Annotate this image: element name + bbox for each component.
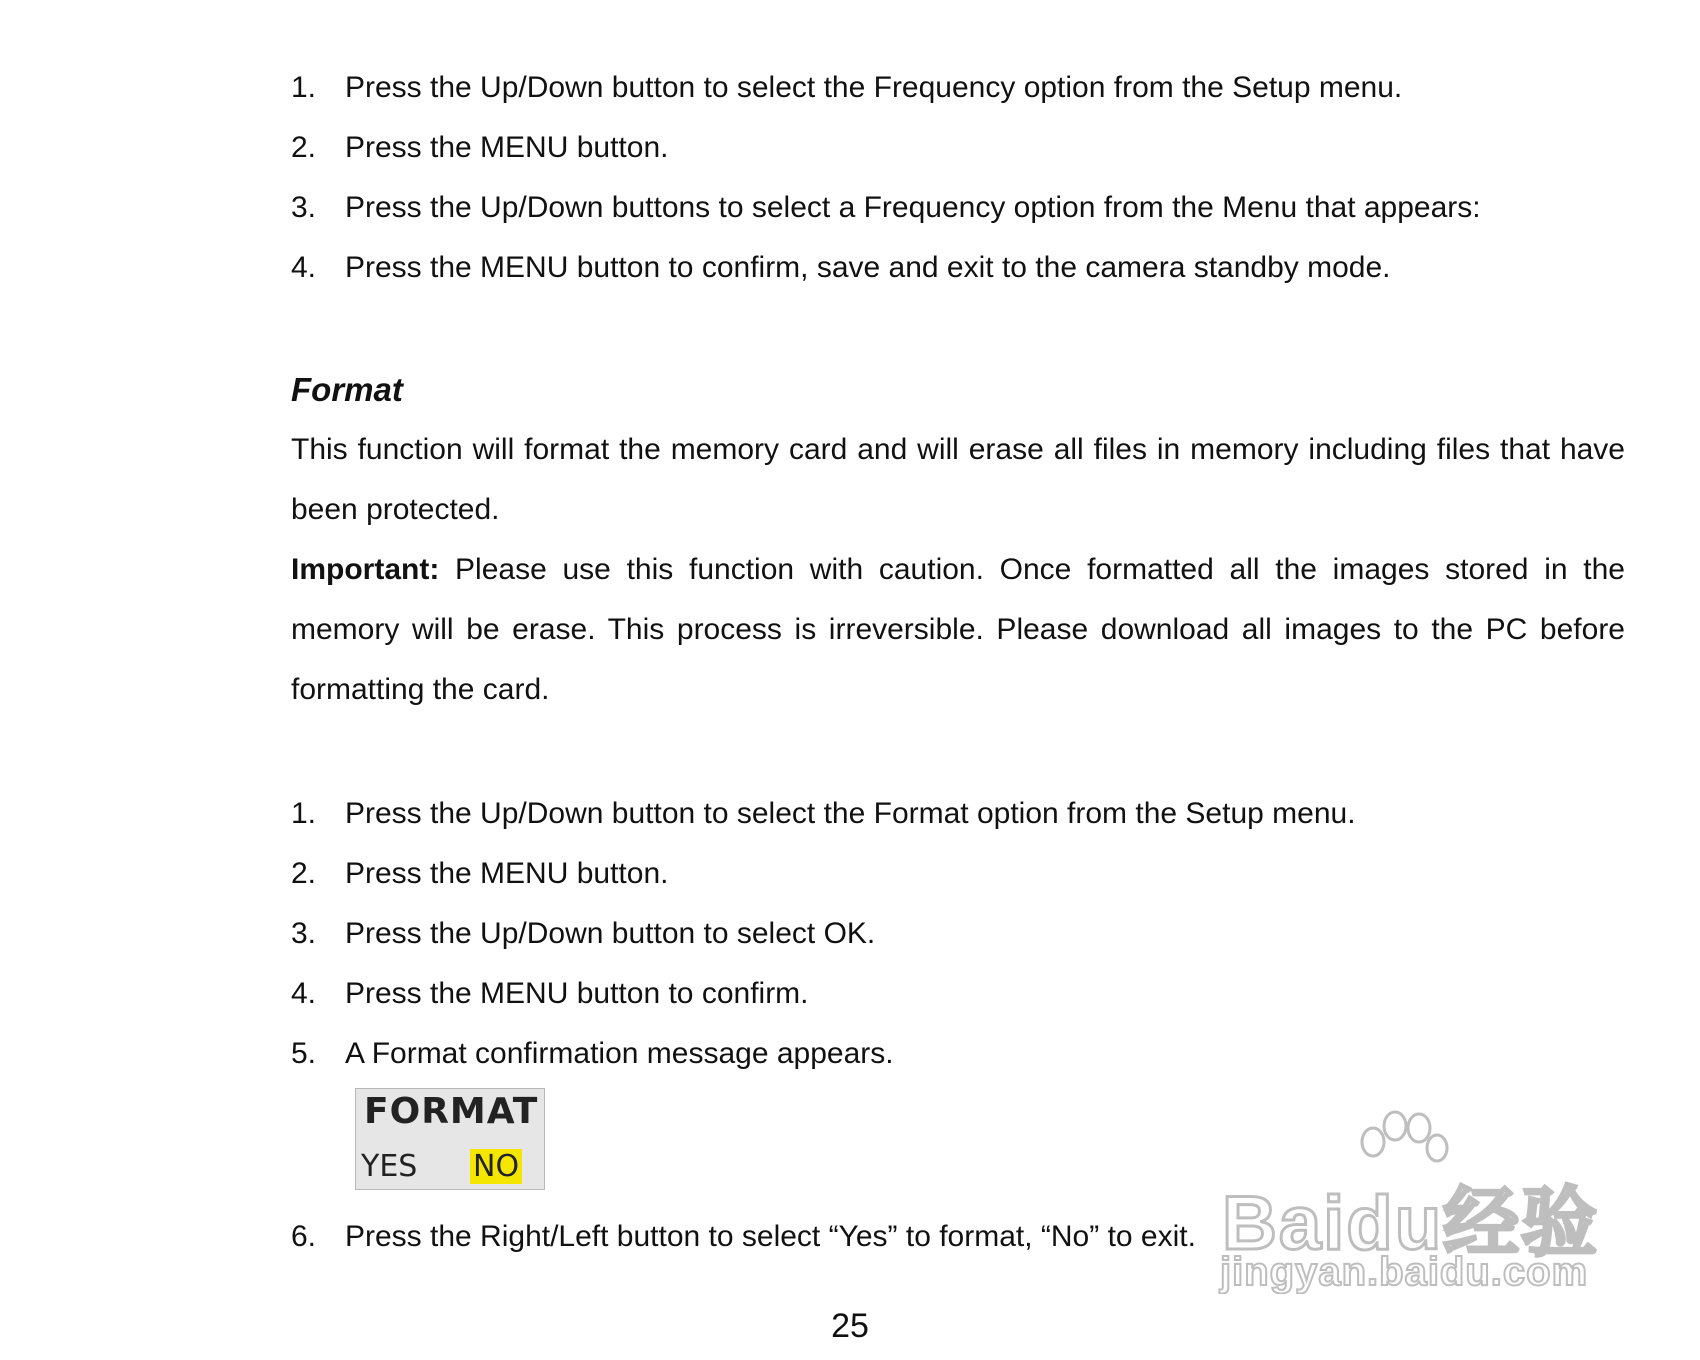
format-steps xyxy=(291,784,1625,1084)
list-item: 4. Press the MENU button to confirm, save and exit to the camera standby mode. xyxy=(291,251,1391,284)
format-confirmation-screen xyxy=(355,1088,545,1190)
step-text: Press the MENU button. xyxy=(345,131,669,164)
list-item: 1. Press the Up/Down button to select the Frequency option from the Setup menu. xyxy=(291,71,1403,104)
important-note xyxy=(291,540,1625,720)
section-heading: Format xyxy=(291,371,403,408)
step-text: Press the MENU button to confirm. xyxy=(345,977,809,1010)
frequency-steps xyxy=(291,58,1625,298)
lcd-yes-option: YES xyxy=(361,1149,418,1184)
lcd-title: FORMAT xyxy=(364,1091,539,1132)
step-text: Press the Up/Down button to select OK. xyxy=(345,917,876,950)
format-section xyxy=(291,360,1625,720)
step-text: Press the MENU button to confirm, save and exit to the camera standby mode. xyxy=(345,251,1391,284)
step-text: Press the Up/Down button to select the Format option from the Setup menu. xyxy=(345,797,1356,830)
list-item: 5. A Format confirmation message appears. xyxy=(291,1037,894,1070)
list-item: 1. Press the Up/Down button to select the Format option from the Setup menu. xyxy=(291,797,1356,830)
important-label: Important: xyxy=(291,553,440,586)
list-item: 3. Press the Up/Down button to select OK. xyxy=(291,917,876,950)
important-text: Please use this function with caution. Once formatted all the images stored in the memory will be erase. This process is irreversible. Please download all images to the PC before formatting the card. xyxy=(291,553,1625,706)
baidu-watermark xyxy=(1210,1110,1610,1310)
watermark-site: jingyan.baidu.com xyxy=(1220,1250,1589,1294)
list-item: 6. Press the Right/Left button to select “Yes” to format, “No” to exit. xyxy=(291,1220,1196,1253)
list-item: 3. Press the Up/Down buttons to select a Frequency option from the Menu that appears: xyxy=(291,191,1481,224)
format-description: This function will format the memory card and will erase all files in memory including files that have been protected. xyxy=(291,433,1625,526)
step-text: Press the Right/Left button to select “Yes” to format, “No” to exit. xyxy=(345,1220,1196,1253)
step-text: Press the Up/Down buttons to select a Frequency option from the Menu that appears: xyxy=(345,191,1481,224)
watermark-brand: Baidu经验 xyxy=(1222,1181,1600,1266)
lcd-no-option: NO xyxy=(470,1149,522,1184)
step-text: Press the Up/Down button to select the Frequency option from the Setup menu. xyxy=(345,71,1403,104)
step-text: Press the MENU button. xyxy=(345,857,669,890)
step-text: A Format confirmation message appears. xyxy=(345,1037,894,1070)
page-number: 25 xyxy=(831,1307,869,1345)
list-item: 2. Press the MENU button. xyxy=(291,131,669,164)
list-item: 4. Press the MENU button to confirm. xyxy=(291,977,809,1010)
list-item: 2. Press the MENU button. xyxy=(291,857,669,890)
